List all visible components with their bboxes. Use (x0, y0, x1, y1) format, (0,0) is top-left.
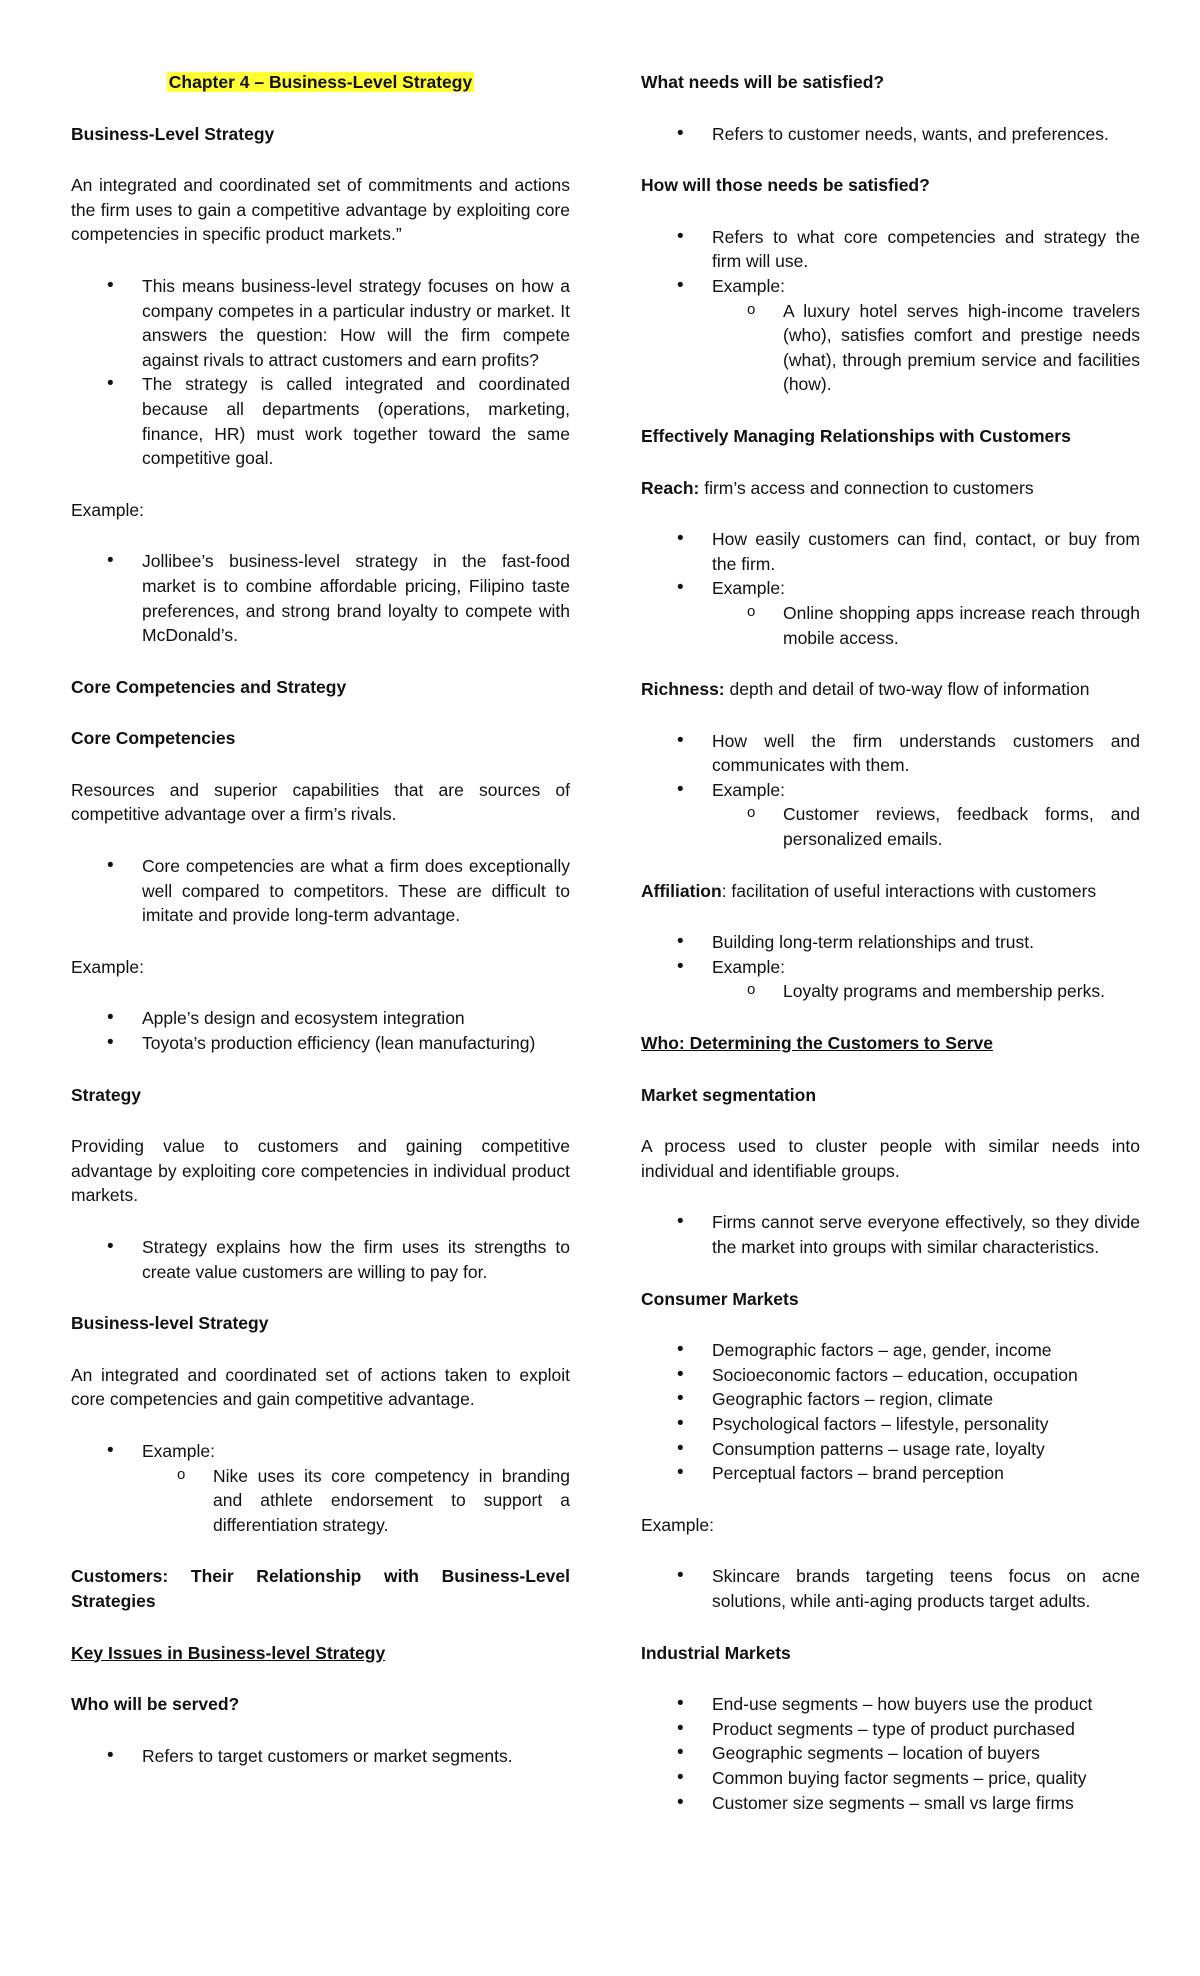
reach-text: firm’s access and connection to customers (699, 477, 1034, 498)
example-label: • Example: (712, 275, 785, 296)
list-item: • Common buying factor segments – price, quality (641, 1766, 1140, 1791)
reach-label: Reach: (641, 477, 700, 498)
list-item: • Apple’s design and ecosystem integration (71, 1006, 570, 1031)
affiliation-text: : facilitation of useful interactions with customers (721, 880, 1097, 901)
list-item: • How well the firm understands customers and communicates with them. (641, 729, 1140, 778)
reach-definition (641, 476, 1140, 501)
example-label: • Example: (712, 956, 785, 977)
list-item: • Socioeconomic factors – education, occupation (641, 1363, 1140, 1388)
richness-bullet-list (641, 729, 1140, 852)
example-label: • Example: (142, 1440, 215, 1461)
list-item: • Jollibee’s business-level strategy in the fast-food market is to combine affordable pricing, Filipino taste preferences, and strong brand loyalty to compete with McDonald’s. (71, 549, 570, 647)
example-label: • Example: (712, 779, 785, 800)
heading-consumer-markets: Consumer Markets (641, 1288, 799, 1309)
left-column (71, 70, 570, 1795)
example-label: Example: (641, 1514, 714, 1535)
heading-how-needs: How will those needs be satisfied? (641, 175, 930, 196)
list-item: • Building long-term relationships and trust. (641, 930, 1140, 955)
heading-core-competencies-strategy: Core Competencies and Strategy (71, 676, 347, 697)
list-item (641, 274, 1140, 397)
list-item: • Refers to target customers or market segments. (71, 1744, 570, 1769)
what-bullet-list (641, 122, 1140, 147)
list-item: • Core competencies are what a firm does exceptionally well compared to competitors. These are difficult to imitate and provide long-term advantage. (71, 854, 570, 928)
definition-business-level-strategy-2: An integrated and coordinated set of actions taken to exploit core competencies and gain competitive advantage. (71, 1364, 570, 1410)
industrial-segments-list (641, 1692, 1140, 1815)
sub-list-item: o A luxury hotel serves high-income travelers (who), satisfies comfort and prestige needs (what), through premium service and facilities (how). (712, 299, 1140, 397)
heading-strategy: Strategy (71, 1084, 142, 1105)
list-item: • Toyota’s production efficiency (lean manufacturing) (71, 1031, 570, 1056)
list-item: • Refers to customer needs, wants, and preferences. (641, 122, 1140, 147)
heading-core-competencies: Core Competencies (71, 728, 236, 749)
list-item: • Geographic factors – region, climate (641, 1387, 1140, 1412)
list-item (71, 1439, 570, 1537)
list-item (641, 778, 1140, 852)
bls-bullet-list (71, 274, 570, 471)
consumer-factors-list (641, 1338, 1140, 1486)
how-bullet-list (641, 225, 1140, 397)
right-column (641, 70, 1140, 1842)
definition-market-segmentation: A process used to cluster people with similar needs into individual and identifiable groups. (641, 1136, 1140, 1181)
how-example-sublist (712, 299, 1140, 397)
example-label: • Example: (712, 578, 785, 599)
strategy-bullet-list (71, 1235, 570, 1284)
definition-core-competencies: Resources and superior capabilities that are sources of competitive advantage over a firm’s rivals. (71, 779, 570, 825)
list-item: • Geographic segments – location of buyers (641, 1741, 1140, 1766)
heading-managing-relationships: Effectively Managing Relationships with Customers (641, 425, 1071, 446)
richness-example-sublist (712, 802, 1140, 851)
heading-business-level-strategy-2: Business-level Strategy (71, 1313, 269, 1334)
richness-definition (641, 677, 1140, 702)
richness-label: Richness: (641, 679, 725, 700)
heading-business-level-strategy: Business-Level Strategy (71, 123, 275, 144)
heading-market-segmentation: Market segmentation (641, 1084, 817, 1105)
heading-industrial-markets: Industrial Markets (641, 1642, 791, 1663)
who-bullet-list (71, 1744, 570, 1769)
affiliation-definition (641, 879, 1140, 904)
list-item: • Psychological factors – lifestyle, personality (641, 1412, 1140, 1437)
heading-who-determining: Who: Determining the Customers to Serve (641, 1033, 993, 1054)
heading-key-issues: Key Issues in Business-level Strategy (71, 1642, 386, 1663)
sub-list-item: o Loyalty programs and membership perks. (712, 979, 1140, 1004)
list-item: • Consumption patterns – usage rate, loyalty (641, 1437, 1140, 1462)
list-item: • Skincare brands targeting teens focus on acne solutions, while anti-aging products target adults. (641, 1564, 1140, 1613)
cc-bullet-list (71, 854, 570, 928)
example-label: Example: (71, 956, 144, 977)
heading-what-needs: What needs will be satisfied? (641, 72, 885, 92)
list-item: • End-use segments – how buyers use the product (641, 1692, 1140, 1717)
reach-example-sublist (712, 601, 1140, 650)
list-item: • Perceptual factors – brand perception (641, 1461, 1140, 1486)
segmentation-bullet-list (641, 1210, 1140, 1259)
sub-list-item: o Nike uses its core competency in branding and athlete endorsement to support a differentiation strategy. (142, 1464, 570, 1538)
nike-sublist (142, 1464, 570, 1538)
nike-example-list (71, 1439, 570, 1537)
affiliation-example-sublist (712, 979, 1140, 1004)
jollibee-list (71, 549, 570, 647)
definition-strategy: Providing value to customers and gaining competitive advantage by exploiting core competencies in individual product markets. (71, 1136, 570, 1206)
heading-who-will-be-served: Who will be served? (71, 1694, 240, 1715)
richness-text: depth and detail of two-way flow of information (724, 679, 1090, 700)
list-item: • Refers to what core competencies and strategy the firm will use. (641, 225, 1140, 274)
list-item (641, 955, 1140, 1004)
affiliation-bullet-list (641, 930, 1140, 1004)
reach-bullet-list (641, 527, 1140, 650)
list-item (641, 576, 1140, 650)
list-item: • The strategy is called integrated and coordinated because all departments (operations, marketing, finance, HR) must work together toward the same competitive goal. (71, 372, 570, 470)
cc-example-list (71, 1006, 570, 1055)
list-item: • Demographic factors – age, gender, income (641, 1338, 1140, 1363)
list-item: • This means business-level strategy focuses on how a company competes in a particular industry or market. It answers the question: How will the firm compete against rivals to attract customers and earn profits? (71, 274, 570, 372)
page-title: Chapter 4 – Business-Level Strategy (168, 72, 473, 92)
skincare-list (641, 1564, 1140, 1613)
definition-business-level-strategy: An integrated and coordinated set of commitments and actions the firm uses to gain a competitive advantage by exploiting core competencies in specific product markets.” (71, 175, 570, 245)
sub-list-item: o Online shopping apps increase reach through mobile access. (712, 601, 1140, 650)
list-item: • Customer size segments – small vs large firms (641, 1791, 1140, 1816)
list-item: • Strategy explains how the firm uses its strengths to create value customers are willing to pay for. (71, 1235, 570, 1284)
sub-list-item: o Customer reviews, feedback forms, and personalized emails. (712, 802, 1140, 851)
list-item: • Firms cannot serve everyone effectively, so they divide the market into groups with similar characteristics. (641, 1210, 1140, 1259)
example-label: Example: (71, 499, 144, 520)
affiliation-label: Affiliation (641, 880, 722, 901)
list-item: • Product segments – type of product purchased (641, 1717, 1140, 1742)
list-item: • How easily customers can find, contact, or buy from the firm. (641, 527, 1140, 576)
heading-customers-relationship: Customers: Their Relationship with Business-Level Strategies (71, 1566, 570, 1611)
